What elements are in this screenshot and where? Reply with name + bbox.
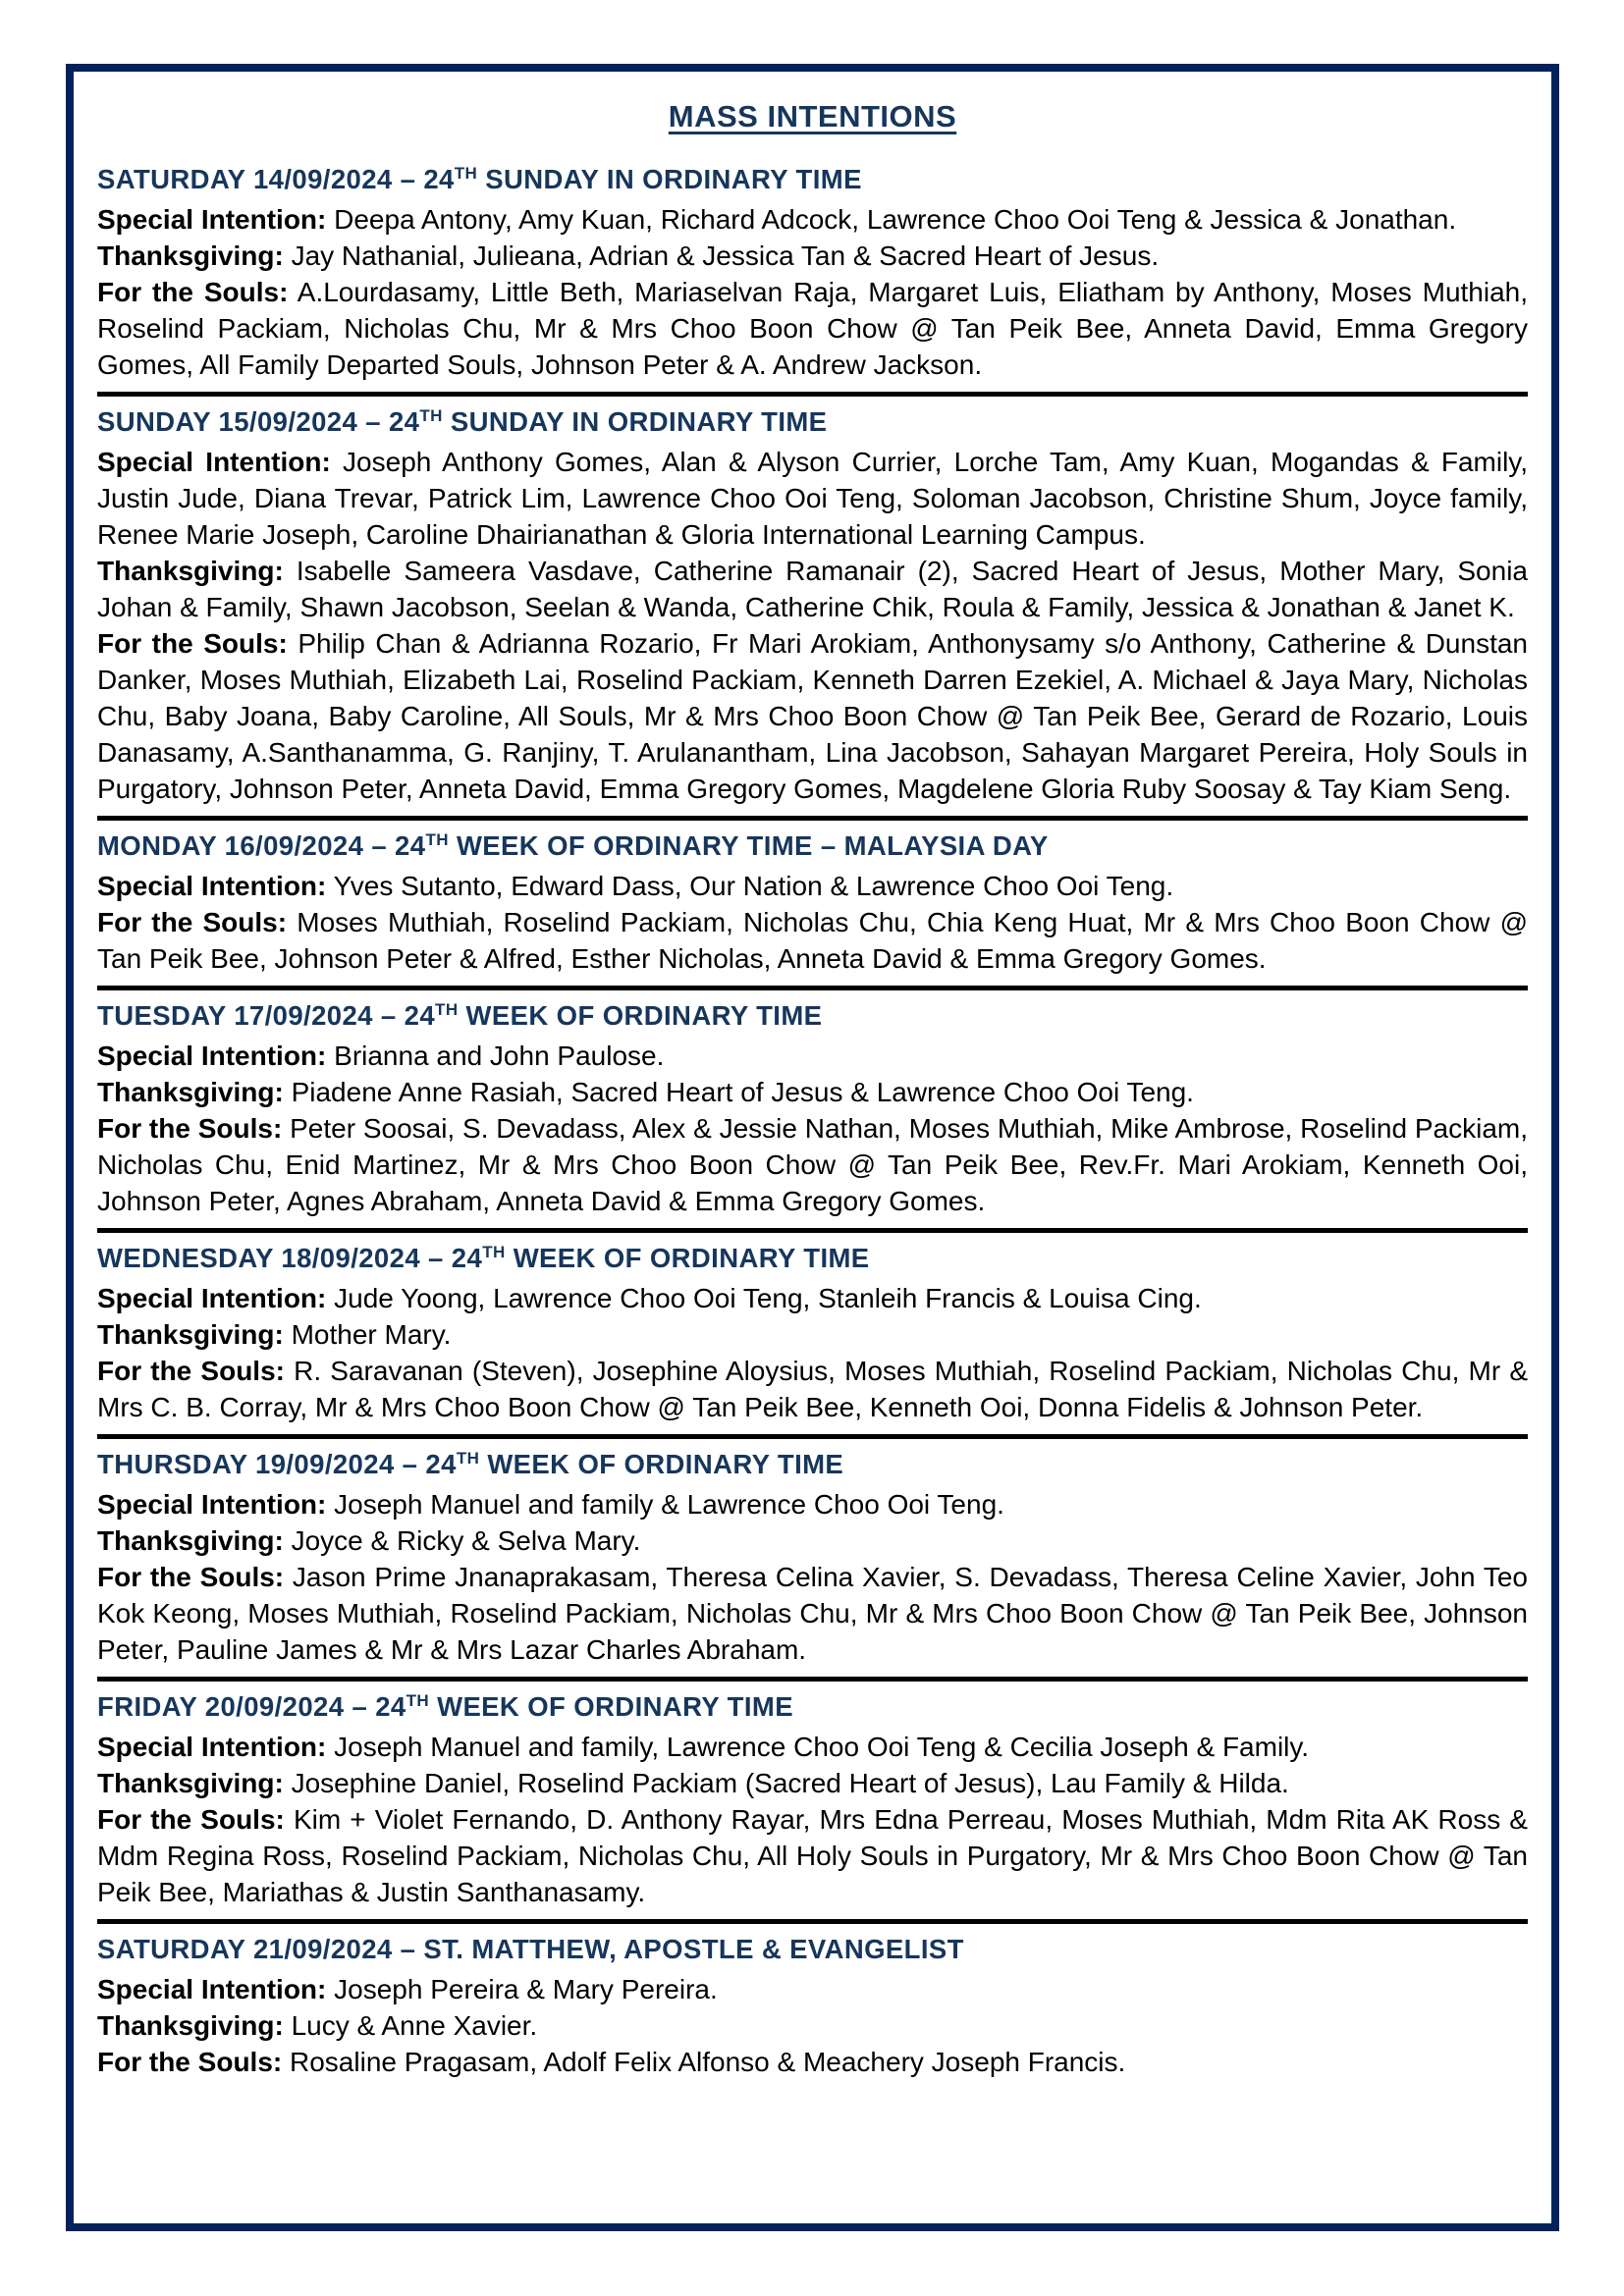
day-section	[97, 154, 1528, 392]
intention-row	[97, 1971, 1528, 2007]
day-header-rest: SUNDAY IN ORDINARY TIME	[477, 164, 862, 194]
intention-row	[97, 1110, 1528, 1219]
day-section	[97, 392, 1528, 816]
intentions-list	[97, 1038, 1528, 1219]
intention-label: For the Souls:	[97, 628, 288, 659]
intention-label: Thanksgiving:	[97, 1077, 284, 1107]
intention-row	[97, 444, 1528, 553]
intention-row	[97, 1765, 1528, 1801]
intention-label: For the Souls:	[97, 1562, 285, 1592]
day-header-rest: SUNDAY IN ORDINARY TIME	[442, 406, 828, 437]
intention-text: Jay Nathanial, Julieana, Adrian & Jessica Tan & Sacred Heart of Jesus.	[291, 240, 1160, 271]
day-header-text: MONDAY 16/09/2024 – 24	[97, 830, 426, 861]
day-section	[97, 986, 1528, 1228]
intention-text: Philip Chan & Adrianna Rozario, Fr Mari Arokiam, Anthonysamy s/o Anthony, Catherine & Dunstan Danker, Moses Muthiah, Elizabeth Lai, Roselind Packiam, Kenneth Darren Ezekiel, A. Michael & Jaya Mary, Nicholas Chu, Baby Joana, Baby Caroline, All Souls, Mr & Mrs Choo Boon Chow @ Tan Peik Bee, Gerard de Rozario, Louis Danasamy, A.Santhanamma, G. Ranjiny, T. Arulanantham, Lina Jacobson, Sahayan Margaret Pereira, Holy Souls in Purgatory, Johnson Peter, Anneta David, Emma Gregory Gomes, Magdelene Gloria Ruby Soosay & Tay Kiam Seng.	[97, 628, 1528, 804]
intention-text: Peter Soosai, S. Devadass, Alex & Jessie Nathan, Moses Muthiah, Mike Ambrose, Roselind Packiam, Nicholas Chu, Enid Martinez, Mr & Mrs Choo Boon Chow @ Tan Peik Bee, Rev.Fr. Mari Arokiam, Kenneth Ooi, Johnson Peter, Agnes Abraham, Anneta David & Emma Gregory Gomes.	[97, 1113, 1528, 1216]
intention-text: Lucy & Anne Xavier.	[291, 2010, 538, 2041]
day-header-rest: WEEK OF ORDINARY TIME	[505, 1243, 870, 1273]
intention-text: R. Saravanan (Steven), Josephine Aloysius, Moses Muthiah, Roselind Packiam, Nicholas Chu, Mr & Mrs C. B. Corray, Mr & Mrs Choo Boon Chow @ Tan Peik Bee, Kenneth Ooi, Donna Fidelis & Johnson Peter.	[97, 1356, 1528, 1422]
day-header-text: FRIDAY 20/09/2024 – 24	[97, 1691, 406, 1722]
day-header-rest: WEEK OF ORDINARY TIME	[429, 1691, 793, 1722]
day-section	[97, 1919, 1528, 2089]
day-header	[97, 403, 1528, 441]
day-header	[97, 997, 1528, 1035]
day-header	[97, 828, 1528, 865]
intention-text: A.Lourdasamy, Little Beth, Mariaselvan Raja, Margaret Luis, Eliatham by Anthony, Moses Muthiah, Roselind Packiam, Nicholas Chu, Mr & Mrs Choo Boon Chow @ Tan Peik Bee, Anneta David, Emma Gregory Gomes, All Family Departed Souls, Johnson Peter & A. Andrew Jackson.	[97, 277, 1529, 380]
day-header-rest: WEEK OF ORDINARY TIME – MALAYSIA DAY	[448, 830, 1049, 861]
day-header-text: WEDNESDAY 18/09/2024 – 24	[97, 1243, 483, 1273]
intention-label: For the Souls:	[97, 1804, 285, 1835]
intentions-list	[97, 868, 1528, 977]
day-header	[97, 161, 1528, 198]
day-header-superscript: TH	[454, 163, 478, 183]
intention-label: For the Souls:	[97, 277, 289, 307]
intention-text: Yves Sutanto, Edward Dass, Our Nation & Lawrence Choo Ooi Teng.	[333, 871, 1174, 901]
intention-row	[97, 1486, 1528, 1522]
intentions-list	[97, 1971, 1528, 2080]
intention-label: Thanksgiving:	[97, 1319, 284, 1350]
intention-row	[97, 1353, 1528, 1425]
day-section	[97, 1434, 1528, 1677]
intention-row	[97, 1801, 1528, 1910]
intention-label: Thanksgiving:	[97, 2010, 284, 2041]
intention-text: Joseph Anthony Gomes, Alan & Alyson Currier, Lorche Tam, Amy Kuan, Mogandas & Family, Justin Jude, Diana Trevar, Patrick Lim, Lawrence Choo Ooi Teng, Soloman Jacobson, Christine Shum, Joyce family, Renee Marie Joseph, Caroline Dhairianathan & Gloria International Learning Campus.	[97, 447, 1529, 550]
intention-row	[97, 1038, 1528, 1074]
day-header	[97, 1931, 1528, 1968]
intention-row	[97, 2007, 1528, 2044]
intention-row	[97, 274, 1528, 383]
intention-row	[97, 868, 1528, 904]
sections-container	[97, 154, 1528, 2089]
intention-text: Joseph Manuel and family & Lawrence Choo Ooi Teng.	[334, 1489, 1004, 1520]
intention-text: Joseph Pereira & Mary Pereira.	[334, 1974, 718, 2004]
intention-text: Rosaline Pragasam, Adolf Felix Alfonso & Meachery Joseph Francis.	[290, 2047, 1126, 2077]
intention-text: Deepa Antony, Amy Kuan, Richard Adcock, Lawrence Choo Ooi Teng & Jessica & Jonathan.	[334, 204, 1457, 235]
page-title: MASS INTENTIONS	[668, 99, 957, 133]
intention-row	[97, 1729, 1528, 1765]
day-header	[97, 1240, 1528, 1277]
intention-text: Jude Yoong, Lawrence Choo Ooi Teng, Stanleih Francis & Louisa Cing.	[334, 1283, 1202, 1313]
day-header-superscript: TH	[435, 999, 459, 1019]
day-header-superscript: TH	[406, 1690, 430, 1710]
intention-label: Thanksgiving:	[97, 240, 284, 271]
intention-text: Piadene Anne Rasiah, Sacred Heart of Jesus & Lawrence Choo Ooi Teng.	[291, 1077, 1194, 1107]
intention-row	[97, 1559, 1528, 1668]
intention-row	[97, 625, 1528, 807]
day-header-text: SATURDAY 21/09/2024 – ST. MATTHEW, APOSTLE & EVANGELIST	[97, 1934, 964, 1964]
intention-row	[97, 1074, 1528, 1110]
intention-row	[97, 904, 1528, 977]
day-header-text: TUESDAY 17/09/2024 – 24	[97, 1000, 436, 1031]
intention-label: Thanksgiving:	[97, 1525, 284, 1556]
intention-text: Mother Mary.	[291, 1319, 452, 1350]
day-header-rest: WEEK OF ORDINARY TIME	[458, 1000, 823, 1031]
intention-row	[97, 238, 1528, 274]
intention-label: Special Intention:	[97, 204, 327, 235]
intention-label: Special Intention:	[97, 871, 327, 901]
day-header-superscript: TH	[419, 405, 443, 425]
day-header-text: THURSDAY 19/09/2024 – 24	[97, 1449, 457, 1479]
document-frame	[66, 64, 1559, 2231]
day-section	[97, 816, 1528, 986]
intention-row	[97, 1280, 1528, 1316]
intention-row	[97, 1316, 1528, 1353]
intention-row	[97, 2044, 1528, 2080]
day-header	[97, 1688, 1528, 1726]
day-header-superscript: TH	[482, 1242, 506, 1261]
day-section	[97, 1677, 1528, 1919]
day-section	[97, 1228, 1528, 1434]
intention-label: Special Intention:	[97, 1974, 327, 2004]
intention-label: Thanksgiving:	[97, 556, 284, 586]
intention-text: Josephine Daniel, Roselind Packiam (Sacred Heart of Jesus), Lau Family & Hilda.	[291, 1768, 1289, 1798]
day-header-superscript: TH	[425, 829, 449, 849]
intention-label: Special Intention:	[97, 1041, 327, 1071]
intention-text: Joyce & Ricky & Selva Mary.	[291, 1525, 641, 1556]
intention-text: Kim + Violet Fernando, D. Anthony Rayar, Mrs Edna Perreau, Moses Muthiah, Mdm Rita AK Ross & Mdm Regina Ross, Roselind Packiam, Nicholas Chu, All Holy Souls in Purgatory, Mr & Mrs Choo Boon Chow @ Tan Peik Bee, Mariathas & Justin Santhanasamy.	[97, 1804, 1528, 1907]
intention-label: For the Souls:	[97, 907, 288, 937]
intentions-list	[97, 1729, 1528, 1910]
intentions-list	[97, 444, 1528, 807]
intention-label: Special Intention:	[97, 1283, 327, 1313]
day-header-rest: WEEK OF ORDINARY TIME	[479, 1449, 844, 1479]
intention-row	[97, 1522, 1528, 1559]
intention-text: Jason Prime Jnanaprakasam, Theresa Celina Xavier, S. Devadass, Theresa Celine Xavier, John Teo Kok Keong, Moses Muthiah, Roselind Packiam, Nicholas Chu, Mr & Mrs Choo Boon Chow @ Tan Peik Bee, Johnson Peter, Pauline James & Mr & Mrs Lazar Charles Abraham.	[97, 1562, 1528, 1665]
intentions-list	[97, 201, 1528, 383]
intention-row	[97, 201, 1528, 238]
intention-label: Special Intention:	[97, 1489, 327, 1520]
intention-text: Joseph Manuel and family, Lawrence Choo Ooi Teng & Cecilia Joseph & Family.	[334, 1732, 1310, 1762]
intentions-list	[97, 1486, 1528, 1668]
intention-label: For the Souls:	[97, 1356, 285, 1386]
day-header-text: SATURDAY 14/09/2024 – 24	[97, 164, 455, 194]
day-header-text: SUNDAY 15/09/2024 – 24	[97, 406, 420, 437]
intention-label: Special Intention:	[97, 447, 331, 477]
intention-label: Special Intention:	[97, 1732, 327, 1762]
intention-label: For the Souls:	[97, 2047, 283, 2077]
intention-text: Brianna and John Paulose.	[334, 1041, 665, 1071]
intention-row	[97, 553, 1528, 625]
intentions-list	[97, 1280, 1528, 1425]
day-header-superscript: TH	[456, 1448, 480, 1468]
intention-text: Isabelle Sameera Vasdave, Catherine Ramanair (2), Sacred Heart of Jesus, Mother Mary, Sonia Johan & Family, Shawn Jacobson, Seelan & Wanda, Catherine Chik, Roula & Family, Jessica & Jonathan & Janet K.	[97, 556, 1528, 622]
intention-label: For the Souls:	[97, 1113, 283, 1144]
intention-text: Moses Muthiah, Roselind Packiam, Nicholas Chu, Chia Keng Huat, Mr & Mrs Choo Boon Chow @ Tan Peik Bee, Johnson Peter & Alfred, Esther Nicholas, Anneta David & Emma Gregory Gomes.	[97, 907, 1528, 974]
intention-label: Thanksgiving:	[97, 1768, 284, 1798]
day-header	[97, 1446, 1528, 1483]
